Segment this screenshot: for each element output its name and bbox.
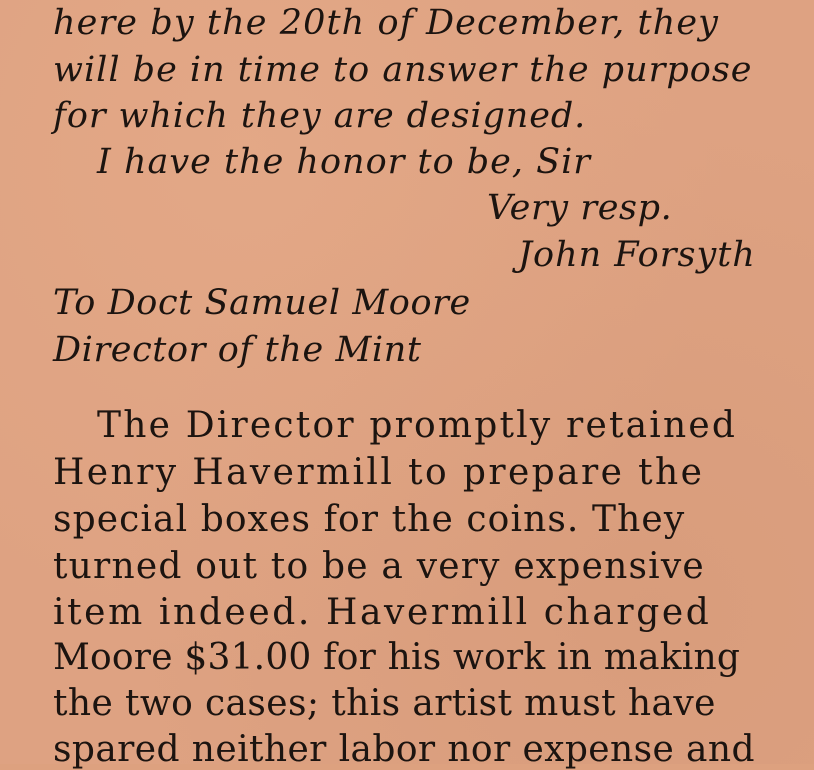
letter-closing-valediction: Very resp. [487, 188, 673, 228]
body-line: The Director promptly retained [97, 405, 738, 446]
letter-signature: John Forsyth [518, 235, 756, 275]
letter-line: here by the 20th of December, they [53, 3, 720, 43]
body-line: the two cases; this artist must have [53, 683, 716, 724]
body-line: item indeed. Havermill charged [53, 592, 712, 633]
body-line: turned out to be a very expensive [53, 546, 705, 587]
body-line: Moore $31.00 for his work in making [53, 637, 741, 678]
letter-line: for which they are designed. [53, 96, 587, 136]
letter-recipient-name: To Doct Samuel Moore [53, 283, 471, 323]
body-line: special boxes for the coins. They [53, 499, 686, 540]
letter-closing: I have the honor to be, Sir [97, 142, 592, 182]
letter-line: will be in time to answer the purpose [53, 50, 753, 90]
letter-recipient-title: Director of the Mint [53, 330, 422, 370]
body-line: Henry Havermill to prepare the [53, 452, 705, 493]
body-line: spared neither labor nor expense and [53, 729, 755, 770]
